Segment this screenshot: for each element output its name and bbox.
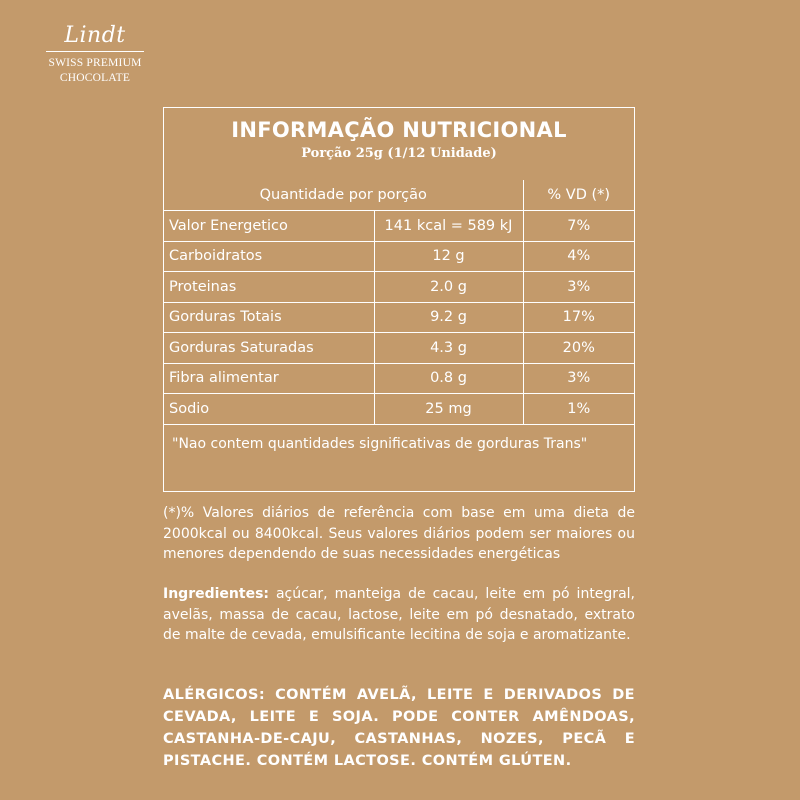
nutrient-daily-value: 3%	[523, 272, 634, 303]
serving-size: Porção 25g (1/12 Unidade)	[301, 146, 497, 161]
table-row	[164, 363, 634, 394]
daily-value-footnote: (*)% Valores diários de referência com base em uma dieta de 2000kcal ou 8400kcal. Seus valores diários podem ser maiores ou menores dependendo de suas necessidades energéticas	[163, 505, 635, 562]
nutrient-quantity: 25 mg	[374, 394, 523, 425]
nutrition-facts-panel	[163, 107, 635, 492]
nutrient-daily-value: 1%	[523, 394, 634, 425]
nutrient-quantity: 2.0 g	[374, 272, 523, 303]
table-row	[164, 394, 634, 425]
table-row	[164, 211, 634, 242]
table-header-row	[164, 180, 634, 211]
table-row	[164, 241, 634, 272]
nutrition-table	[164, 180, 634, 464]
nutrient-quantity: 0.8 g	[374, 363, 523, 394]
brand-tagline-1: SWISS PREMIUM	[48, 57, 142, 69]
nutrient-name: Valor Energetico	[164, 211, 374, 242]
lindt-logo: Lindt	[64, 23, 126, 48]
nutrient-quantity: 9.2 g	[374, 302, 523, 333]
nutrient-name: Sodio	[164, 394, 374, 425]
nutrient-quantity: 12 g	[374, 241, 523, 272]
nutrient-daily-value: 7%	[523, 211, 634, 242]
brand-logo-block	[40, 24, 150, 86]
nutrient-daily-value: 4%	[523, 241, 634, 272]
nutrient-quantity: 141 kcal = 589 kJ	[374, 211, 523, 242]
logo-divider	[46, 51, 144, 52]
nutrition-title: INFORMAÇÃO NUTRICIONAL	[231, 118, 567, 142]
table-row	[164, 272, 634, 303]
nutrient-name: Gorduras Saturadas	[164, 333, 374, 364]
nutrient-daily-value: 3%	[523, 363, 634, 394]
nutrient-daily-value: 20%	[523, 333, 634, 364]
header-quantity: Quantidade por porção	[164, 180, 523, 211]
ingredients-paragraph	[163, 584, 635, 646]
nutrient-name: Gorduras Totais	[164, 302, 374, 333]
brand-tagline-2: CHOCOLATE	[59, 72, 131, 84]
table-row	[164, 302, 634, 333]
trans-fat-note-row	[164, 424, 634, 464]
header-daily-value: % VD (*)	[523, 180, 634, 211]
nutrient-name: Proteinas	[164, 272, 374, 303]
nutrient-daily-value: 17%	[523, 302, 634, 333]
nutrient-name: Fibra alimentar	[164, 363, 374, 394]
trans-fat-note: "Nao contem quantidades significativas de gorduras Trans"	[164, 424, 634, 464]
table-row	[164, 333, 634, 364]
nutrient-name: Carboidratos	[164, 241, 374, 272]
allergens-statement: ALÉRGICOS: CONTÉM AVELÃ, LEITE E DERIVADOS DE CEVADA, LEITE E SOJA. PODE CONTER AMÊNDOAS, CASTANHA-DE-CAJU, CASTANHAS, NOZES, PECÃ E PISTACHE. CONTÉM LACTOSE. CONTÉM GLÚTEN.	[163, 687, 635, 769]
ingredients-label: Ingredientes:	[163, 586, 269, 602]
ingredients-text: açúcar, manteiga de cacau, leite em pó integral, avelãs, massa de cacau, lactose, leite em pó desnatado, extrato de malte de cevada, emulsificante lecitina de soja e aromatizante.	[163, 586, 635, 643]
nutrient-quantity: 4.3 g	[374, 333, 523, 364]
